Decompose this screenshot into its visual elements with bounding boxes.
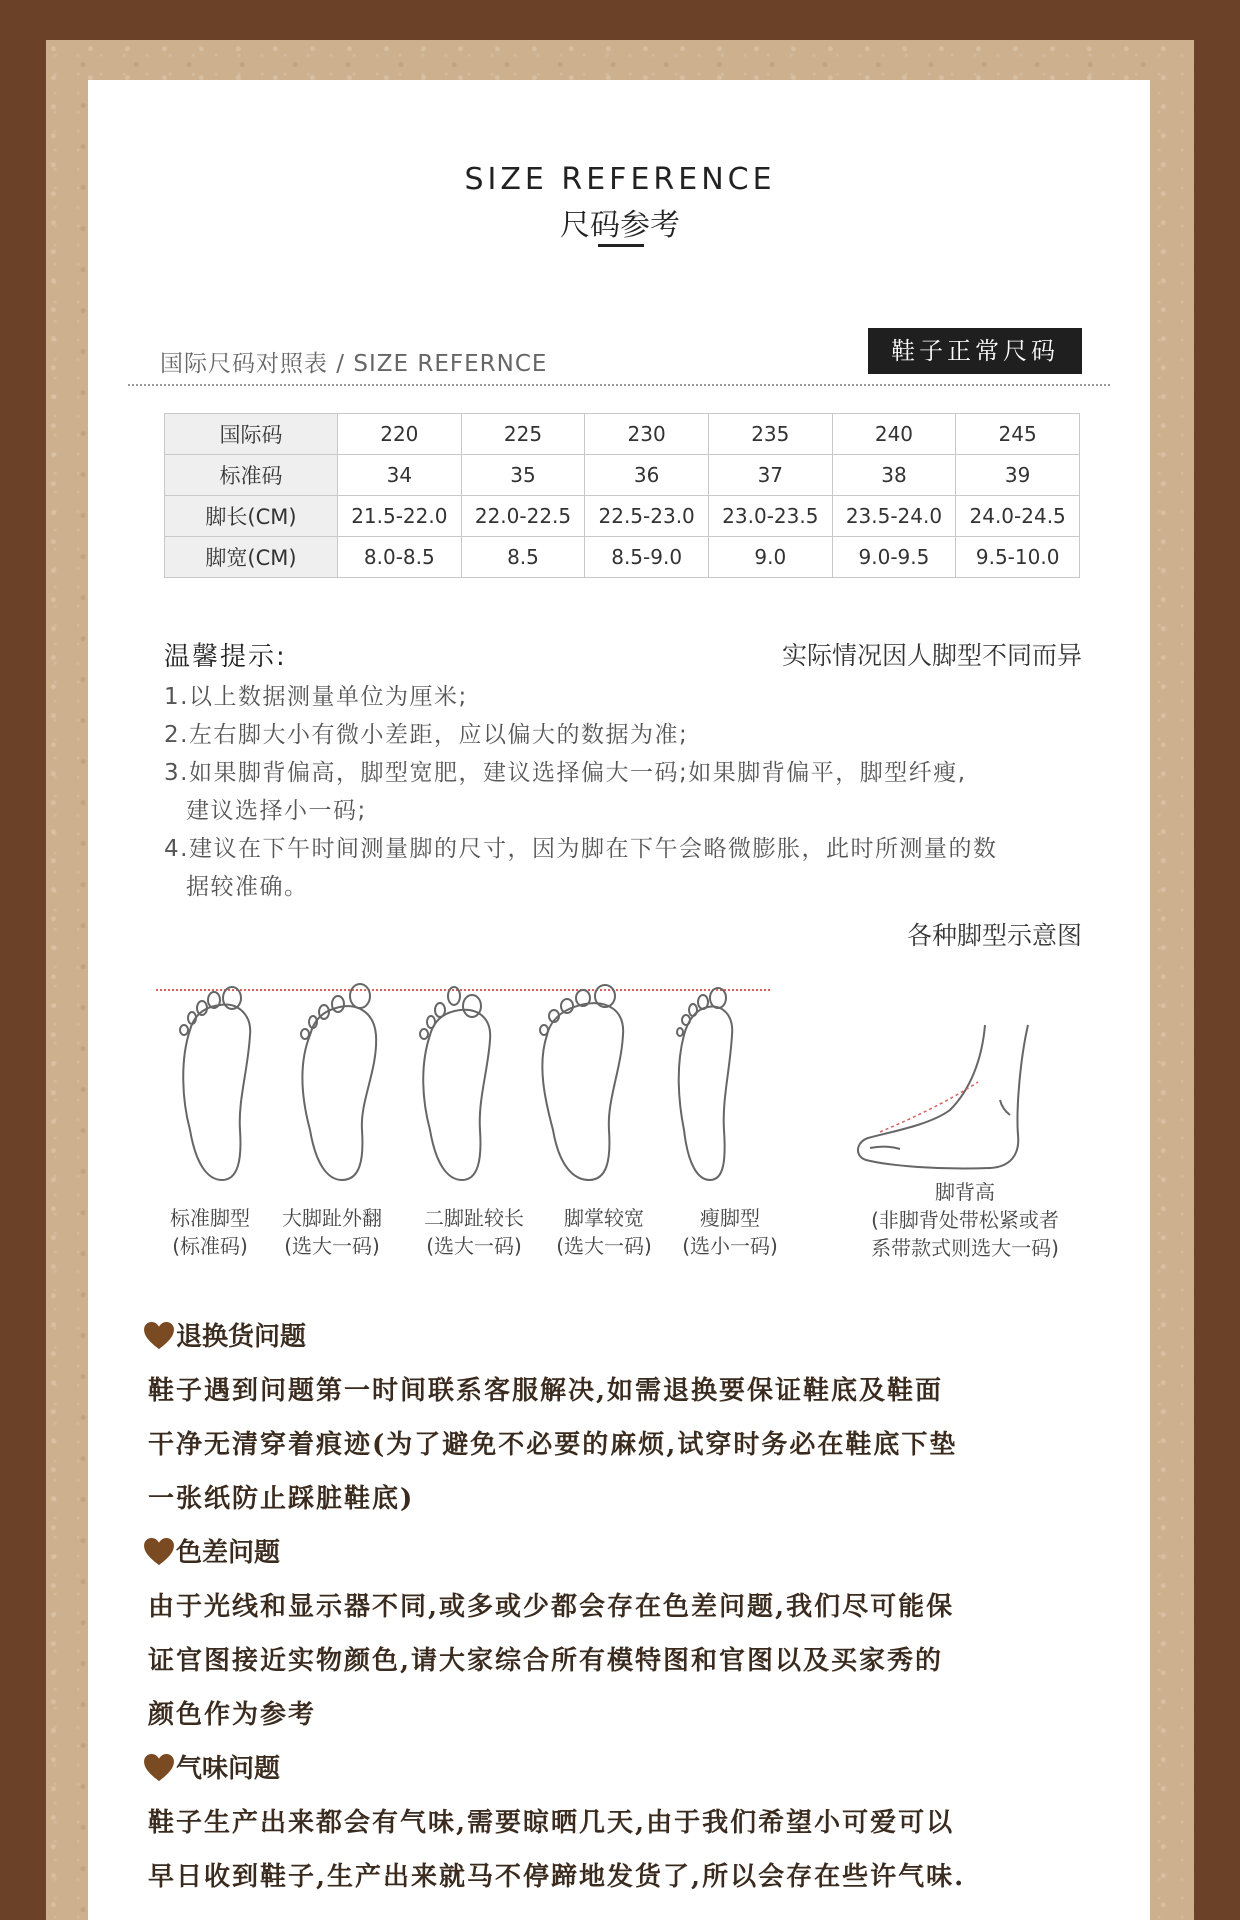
instep-advice-1: (非脚背处带松紧或者	[871, 1208, 1059, 1232]
foot-type-advice: (标准码)	[172, 1234, 248, 1258]
table-row	[165, 537, 1080, 578]
table-cell: 9.0	[708, 537, 832, 578]
table-cell: 23.5-24.0	[832, 496, 956, 537]
section-title-text: 气味问题	[176, 1754, 281, 1784]
instep-name: 脚背高	[935, 1180, 995, 1204]
section-title-text: 色差问题	[176, 1538, 281, 1568]
body-line: 干净无清穿着痕迹(为了避免不必要的麻烦,试穿时务必在鞋底下垫	[148, 1430, 958, 1460]
table-cell: 8.5-9.0	[585, 537, 709, 578]
body-line: 鞋子生产出来都会有气味,需要晾晒几天,由于我们希望小可爱可以	[148, 1808, 955, 1838]
foot-type-label	[150, 1204, 270, 1260]
body-line: 由于光线和显示器不同,或多或少都会存在色差问题,我们尽可能保	[148, 1592, 955, 1622]
foot-type-advice: (选大一码)	[426, 1234, 522, 1258]
table-cell: 8.0-8.5	[338, 537, 462, 578]
heart-icon	[144, 1754, 174, 1782]
tip-item: 1.以上数据测量单位为厘米;	[164, 684, 468, 710]
table-cell: 8.5	[461, 537, 585, 578]
foot-type-label	[544, 1204, 664, 1260]
body-line: 颜色作为参考	[148, 1700, 317, 1730]
high-instep-side-foot-icon	[850, 1020, 1070, 1180]
returns-section-title	[144, 1316, 306, 1353]
table-cell: 24.0-24.5	[956, 496, 1080, 537]
instep-label	[840, 1178, 1090, 1262]
foot-type-advice: (选小一码)	[682, 1234, 778, 1258]
table-cell: 9.0-9.5	[832, 537, 956, 578]
table-cell: 23.0-23.5	[708, 496, 832, 537]
table-cell: 235	[708, 414, 832, 455]
heart-icon	[144, 1322, 174, 1350]
color-section-title	[144, 1532, 280, 1569]
odor-section-body	[148, 1796, 1088, 1904]
table-subtitle: 国际尺码对照表 / SIZE REFERNCE	[160, 351, 548, 377]
color-section-body	[148, 1580, 1088, 1742]
foot-outlines-illustration	[150, 980, 790, 1200]
table-cell: 35	[461, 455, 585, 496]
slim-foot-icon	[677, 988, 732, 1180]
foot-type-label	[670, 1204, 790, 1260]
size-table	[164, 413, 1080, 578]
standard-foot-icon	[180, 987, 250, 1180]
instep-advice-2: 系带款式则选大一码)	[871, 1236, 1059, 1260]
section-title-text: 退换货问题	[176, 1322, 307, 1352]
tip-item: 据较准确。	[186, 874, 309, 900]
body-line: 早日收到鞋子,生产出来就马不停蹄地发货了,所以会存在些许气味.	[148, 1862, 966, 1892]
table-cell: 21.5-22.0	[338, 496, 462, 537]
foot-type-label	[412, 1204, 536, 1260]
foot-type-advice: (选大一码)	[284, 1234, 380, 1258]
table-cell: 220	[338, 414, 462, 455]
foot-type-name: 瘦脚型	[700, 1206, 760, 1230]
tips-note: 实际情况因人脚型不同而异	[781, 641, 1082, 670]
page-title-cn: 尺码参考	[560, 208, 680, 243]
row-header: 标准码	[165, 455, 338, 496]
foot-type-name: 脚掌较宽	[564, 1206, 644, 1230]
row-header: 脚长(CM)	[165, 496, 338, 537]
dotted-divider	[128, 384, 1110, 386]
tips-title: 温馨提示:	[164, 642, 287, 672]
body-line: 鞋子遇到问题第一时间联系客服解决,如需退换要保证鞋底及鞋面	[148, 1376, 944, 1406]
table-cell: 230	[585, 414, 709, 455]
body-line: 一张纸防止踩脏鞋底)	[148, 1484, 415, 1514]
table-row	[165, 455, 1080, 496]
table-cell: 245	[956, 414, 1080, 455]
table-cell: 34	[338, 455, 462, 496]
foot-type-advice: (选大一码)	[556, 1234, 652, 1258]
table-cell: 39	[956, 455, 1080, 496]
wide-foot-icon	[540, 985, 623, 1180]
title-underline	[598, 244, 644, 247]
tip-item: 建议选择小一码;	[186, 798, 367, 824]
row-header: 国际码	[165, 414, 338, 455]
table-row	[165, 496, 1080, 537]
table-cell: 225	[461, 414, 585, 455]
foot-type-label	[270, 1204, 394, 1260]
table-cell: 9.5-10.0	[956, 537, 1080, 578]
foot-type-name: 标准脚型	[170, 1206, 250, 1230]
table-cell: 22.5-23.0	[585, 496, 709, 537]
tip-item: 3.如果脚背偏高，脚型宽肥，建议选择偏大一码;如果脚背偏平，脚型纤瘦,	[164, 760, 967, 786]
odor-section-title	[144, 1748, 280, 1785]
foot-type-name: 大脚趾外翻	[282, 1206, 382, 1230]
row-header: 脚宽(CM)	[165, 537, 338, 578]
table-cell: 240	[832, 414, 956, 455]
table-cell: 36	[585, 455, 709, 496]
table-cell: 38	[832, 455, 956, 496]
tip-item: 2.左右脚大小有微小差距，应以偏大的数据为准;	[164, 722, 689, 748]
bunion-foot-icon	[301, 984, 376, 1180]
returns-section-body	[148, 1364, 1088, 1526]
table-cell: 37	[708, 455, 832, 496]
page-title-en: SIZE REFERENCE	[464, 162, 776, 197]
table-cell: 22.0-22.5	[461, 496, 585, 537]
body-line: 证官图接近实物颜色,请大家综合所有模特图和官图以及买家秀的	[148, 1646, 944, 1676]
tip-item: 4.建议在下午时间测量脚的尺寸，因为脚在下午会略微膨胀，此时所测量的数	[164, 836, 998, 862]
size-badge: 鞋子正常尺码	[868, 328, 1082, 374]
long-second-toe-icon	[420, 987, 490, 1180]
heart-icon	[144, 1538, 174, 1566]
table-row	[165, 414, 1080, 455]
foot-types-title: 各种脚型示意图	[906, 921, 1082, 950]
foot-type-name: 二脚趾较长	[424, 1206, 524, 1230]
